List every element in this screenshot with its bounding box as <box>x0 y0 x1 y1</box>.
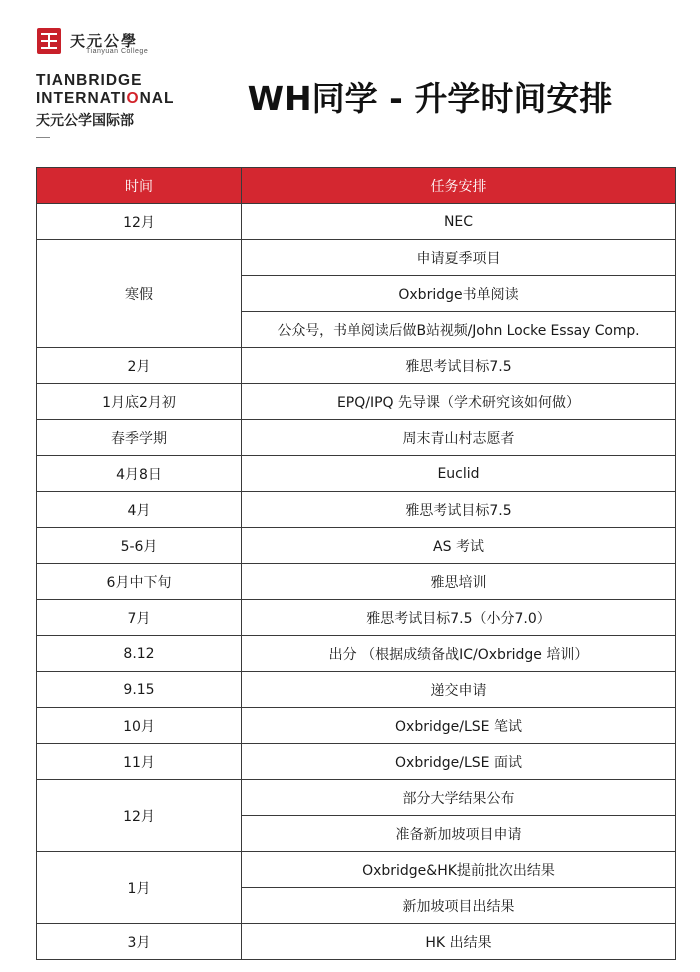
table-row <box>37 924 676 960</box>
table-row <box>37 672 676 708</box>
time-cell: 4月 <box>37 492 242 528</box>
brand-line-2: INTERNATIONAL <box>36 90 175 107</box>
table-row <box>37 492 676 528</box>
time-cell: 8.12 <box>37 636 242 672</box>
table-row <box>37 240 676 276</box>
time-cell: 春季学期 <box>37 420 242 456</box>
time-cell: 12月 <box>37 204 242 240</box>
task-cell: Oxbridge&HK提前批次出结果 <box>242 852 676 888</box>
time-cell: 4月8日 <box>37 456 242 492</box>
task-cell: 公众号，书单阅读后做B站视频/John Locke Essay Comp. <box>242 312 676 348</box>
time-cell: 2月 <box>37 348 242 384</box>
header-time: 时间 <box>37 168 242 204</box>
task-cell: Oxbridge/LSE 面试 <box>242 744 676 780</box>
task-cell: AS 考试 <box>242 528 676 564</box>
time-cell: 12月 <box>37 780 242 852</box>
task-cell: 周末青山村志愿者 <box>242 420 676 456</box>
task-cell: 雅思考试目标7.5 <box>242 348 676 384</box>
table-row <box>37 780 676 816</box>
table-header-row <box>37 168 676 204</box>
table-row <box>37 456 676 492</box>
table-row <box>37 600 676 636</box>
calligraphy-logo: 天元公學 <box>70 32 139 50</box>
divider <box>36 137 50 138</box>
time-cell: 10月 <box>37 708 242 744</box>
table-row <box>37 564 676 600</box>
task-cell: 出分 （根据成绩备战IC/Oxbridge 培训） <box>242 636 676 672</box>
time-cell: 11月 <box>37 744 242 780</box>
task-cell: 雅思考试目标7.5（小分7.0） <box>242 600 676 636</box>
time-cell: 3月 <box>37 924 242 960</box>
time-cell: 9.15 <box>37 672 242 708</box>
time-cell: 1月 <box>37 852 242 924</box>
task-cell: 递交申请 <box>242 672 676 708</box>
task-cell: EPQ/IPQ 先导课（学术研究该如何做） <box>242 384 676 420</box>
schedule-table <box>36 167 676 960</box>
task-cell: 新加坡项目出结果 <box>242 888 676 924</box>
table-row <box>37 708 676 744</box>
task-cell: 部分大学结果公布 <box>242 780 676 816</box>
task-cell: 准备新加坡项目申请 <box>242 816 676 852</box>
task-cell: 雅思培训 <box>242 564 676 600</box>
time-cell: 7月 <box>37 600 242 636</box>
task-cell: HK 出结果 <box>242 924 676 960</box>
task-cell: 申请夏季项目 <box>242 240 676 276</box>
task-cell: NEC <box>242 204 676 240</box>
table-row <box>37 636 676 672</box>
school-seal-icon <box>37 28 61 54</box>
page-title: WH同学 - 升学时间安排 <box>247 79 613 118</box>
brand-line-1: TIANBRIDGE <box>36 72 143 89</box>
time-cell: 5-6月 <box>37 528 242 564</box>
brand-red-letter: O <box>126 90 140 107</box>
task-cell: Euclid <box>242 456 676 492</box>
table-row <box>37 528 676 564</box>
table-row <box>37 852 676 888</box>
page-header <box>0 0 700 160</box>
table-row <box>37 204 676 240</box>
task-cell: Oxbridge/LSE 笔试 <box>242 708 676 744</box>
table-row <box>37 348 676 384</box>
time-cell: 1月底2月初 <box>37 384 242 420</box>
table-row <box>37 384 676 420</box>
time-cell: 6月中下旬 <box>37 564 242 600</box>
time-cell: 寒假 <box>37 240 242 348</box>
schedule-body <box>37 204 676 960</box>
header-task: 任务安排 <box>242 168 676 204</box>
task-cell: 雅思考试目标7.5 <box>242 492 676 528</box>
school-chinese-name: 天元公学国际部 <box>36 113 134 129</box>
calligraphy-subtitle: Tianyuan College <box>86 48 149 55</box>
task-cell: Oxbridge书单阅读 <box>242 276 676 312</box>
table-row <box>37 744 676 780</box>
table-row <box>37 420 676 456</box>
